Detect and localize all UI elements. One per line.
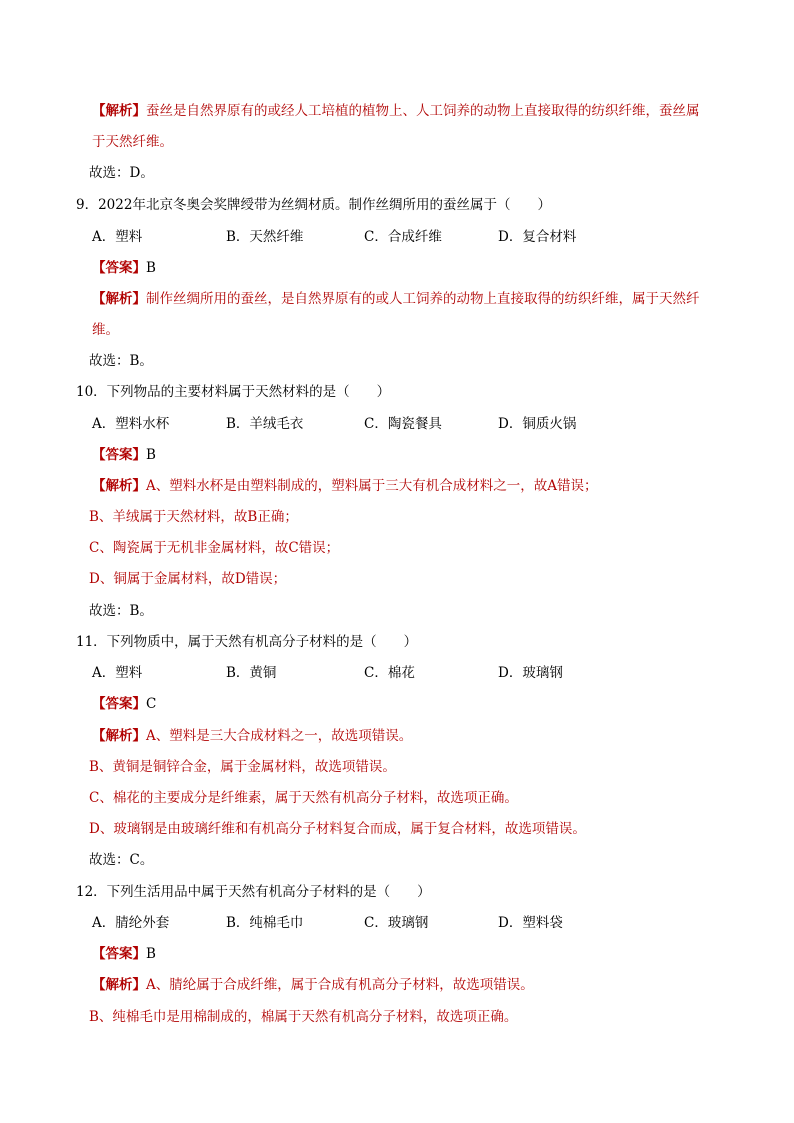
option-b: B．天然纤维 <box>226 229 304 245</box>
analysis-line <box>92 476 598 496</box>
analysis-line <box>92 975 534 995</box>
answer-line <box>92 445 156 465</box>
final-choice: 故选：B。 <box>89 353 153 369</box>
analysis-line <box>92 726 412 746</box>
analysis-line: D、铜属于金属材料，故D错误； <box>89 571 287 587</box>
analysis-text: 维。 <box>92 322 119 338</box>
final-choice: 故选：C。 <box>89 852 154 868</box>
answer-tag: 【答案】 <box>92 946 146 962</box>
analysis-tag: 【解析】 <box>92 291 146 307</box>
answer-line <box>92 944 156 964</box>
analysis-tag: 【解析】 <box>92 977 146 993</box>
analysis-line <box>92 132 173 152</box>
answer-tag: 【答案】 <box>92 447 146 463</box>
answer-line <box>92 694 156 714</box>
option-a: A．塑料 <box>92 229 143 245</box>
answer-tag: 【答案】 <box>92 696 146 712</box>
answer-line <box>92 258 156 278</box>
final-choice: 故选：D。 <box>89 165 154 181</box>
analysis-line: B、纯棉毛巾是用棉制成的，棉属于天然有机高分子材料，故选项正确。 <box>89 1009 518 1025</box>
option-c: C．棉花 <box>364 665 415 681</box>
analysis-text: A、腈纶属于合成纤维，属于合成有机高分子材料，故选项错误。 <box>146 977 534 993</box>
analysis-text: 制作丝绸所用的蚕丝，是自然界原有的或人工饲养的动物上直接取得的纺织纤维，属于天然纤 <box>146 291 700 307</box>
question-stem: 9．2022年北京冬奥会奖牌绶带为丝绸材质。制作丝绸所用的蚕丝属于（ ） <box>76 197 551 213</box>
question-stem: 11．下列物质中，属于天然有机高分子材料的是（ ） <box>76 634 418 650</box>
analysis-text: A、塑料水杯是由塑料制成的，塑料属于三大有机合成材料之一，故A错误； <box>146 478 598 494</box>
analysis-text: 蚕丝是自然界原有的或经人工培植的植物上、人工饲养的动物上直接取得的纺织纤维，蚕丝属 <box>146 103 700 119</box>
analysis-line: C、陶瓷属于无机非金属材料，故C错误； <box>89 540 340 556</box>
question-stem: 10．下列物品的主要材料属于天然材料的是（ ） <box>76 384 391 400</box>
option-d: D．铜质火锅 <box>498 416 577 432</box>
analysis-line: C、棉花的主要成分是纤维素，属于天然有机高分子材料，故选项正确。 <box>89 790 518 806</box>
question-stem: 12．下列生活用品中属于天然有机高分子材料的是（ ） <box>76 884 431 900</box>
analysis-tag: 【解析】 <box>92 103 146 119</box>
analysis-text: 于天然纤维。 <box>92 134 173 150</box>
analysis-line <box>92 320 119 340</box>
analysis-text: A、塑料是三大合成材料之一，故选项错误。 <box>146 728 413 744</box>
analysis-tag: 【解析】 <box>92 728 146 744</box>
analysis-line: B、羊绒属于天然材料，故B正确； <box>89 509 298 525</box>
option-a: A．腈纶外套 <box>92 915 170 931</box>
option-c: C．玻璃钢 <box>364 915 429 931</box>
answer-value: B <box>146 946 156 962</box>
answer-value: B <box>146 447 156 463</box>
option-c: C．合成纤维 <box>364 229 442 245</box>
option-a: A．塑料水杯 <box>92 416 170 432</box>
option-d: D．复合材料 <box>498 229 577 245</box>
answer-tag: 【答案】 <box>92 260 146 276</box>
analysis-tag: 【解析】 <box>92 478 146 494</box>
analysis-line <box>92 289 700 309</box>
option-d: D．塑料袋 <box>498 915 563 931</box>
final-choice: 故选：B。 <box>89 603 153 619</box>
answer-value: B <box>146 260 156 276</box>
option-a: A．塑料 <box>92 665 143 681</box>
analysis-line: D、玻璃钢是由玻璃纤维和有机高分子材料复合而成，属于复合材料，故选项错误。 <box>89 821 586 837</box>
option-b: B．黄铜 <box>226 665 277 681</box>
option-d: D．玻璃钢 <box>498 665 563 681</box>
option-b: B．羊绒毛衣 <box>226 416 304 432</box>
option-c: C．陶瓷餐具 <box>364 416 442 432</box>
analysis-line <box>92 101 700 121</box>
analysis-line: B、黄铜是铜锌合金，属于金属材料，故选项错误。 <box>89 759 396 775</box>
answer-value: C <box>146 696 157 712</box>
option-b: B．纯棉毛巾 <box>226 915 304 931</box>
